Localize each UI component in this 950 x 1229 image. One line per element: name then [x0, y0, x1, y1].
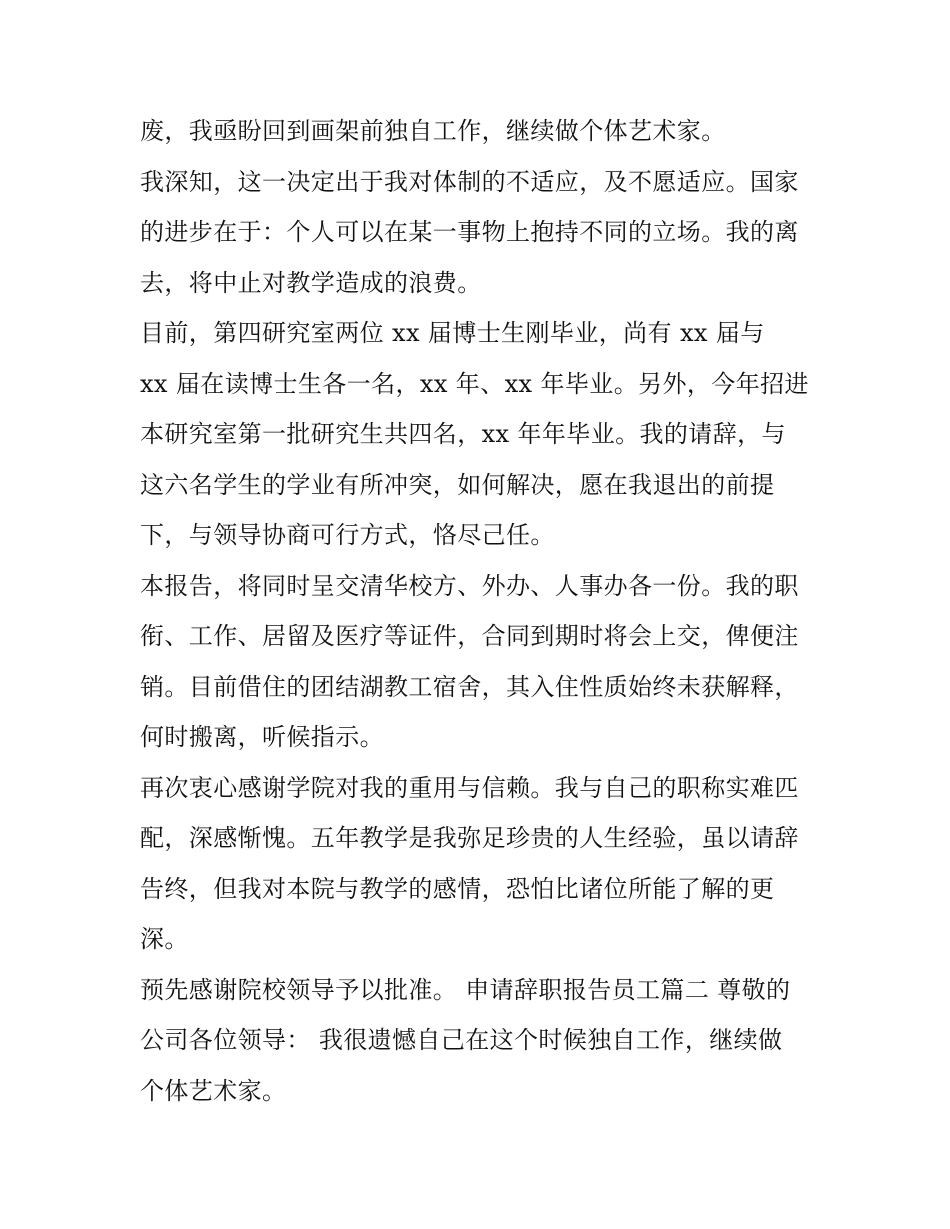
text-line: 深。 — [140, 925, 189, 953]
text-line: 衔、工作、居留及医疗等证件，合同到期时将会上交，俾便注 — [140, 622, 799, 650]
text-line: 下，与领导协商可行方式，恪尽己任。 — [140, 521, 555, 549]
document-body — [140, 106, 830, 1116]
text-line: 何时搬离，听候指示。 — [140, 723, 384, 751]
text-line: 公司各位领导： 我很遗憾自己在这个时候独自工作，继续做 — [140, 1026, 783, 1054]
text-line: 去，将中止对教学造成的浪费。 — [140, 268, 482, 297]
text-line: 告终，但我对本院与教学的感情，恐怕比诸位所能了解的更 — [140, 874, 775, 903]
text-line: xx 届在读博士生各一名，xx 年、xx 年毕业。另外，今年招进 — [140, 369, 809, 398]
text-line: 个体艺术家。 — [140, 1076, 287, 1105]
text-line: 本研究室第一批研究生共四名，xx 年年毕业。我的请辞，与 — [140, 420, 786, 448]
text-line: 本报告，将同时呈交清华校方、外办、人事办各一份。我的职 — [140, 571, 799, 600]
text-line: 废，我亟盼回到画架前独自工作，继续做个体艺术家。 — [140, 117, 726, 145]
text-line: 这六名学生的学业有所冲突，如何解决，愿在我退出的前提 — [140, 470, 775, 499]
text-line: 我深知，这一决定出于我对体制的不适应，及不愿适应。国家 — [140, 167, 799, 196]
text-line: 目前，第四研究室两位 xx 届博士生刚毕业，尚有 xx 届与 — [140, 319, 765, 347]
text-line: 配，深感惭愧。五年教学是我弥足珍贵的人生经验，虽以请辞 — [140, 824, 799, 852]
text-line: 的进步在于：个人可以在某一事物上抱持不同的立场。我的离 — [140, 218, 799, 246]
text-line: 预先感谢院校领导予以批准。 申请辞职报告员工篇二 尊敬的 — [140, 975, 791, 1004]
text-line: 销。目前借住的团结湖教工宿舍，其入住性质始终未获解释， — [140, 672, 799, 701]
text-line: 再次衷心感谢学院对我的重用与信赖。我与自己的职称实难匹 — [140, 773, 799, 802]
